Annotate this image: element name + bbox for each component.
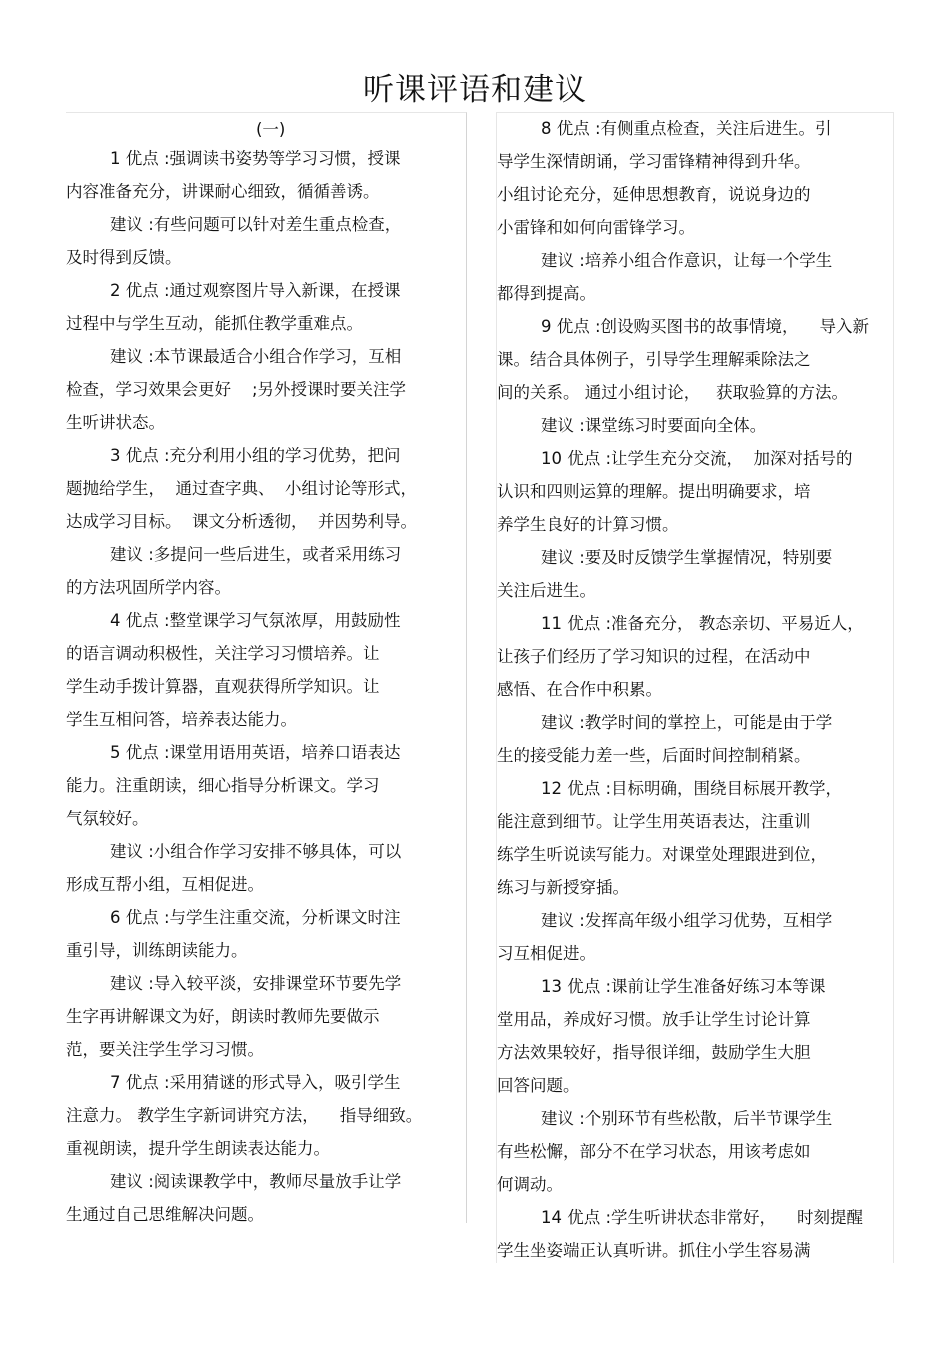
text-line: 练习与新授穿插。 xyxy=(497,878,629,897)
right-column xyxy=(496,112,894,1263)
text-line: 建议 :阅读课教学中，教师尽量放手让学 xyxy=(110,1172,402,1191)
section-label: (一) xyxy=(256,120,286,139)
text-line: 的方法巩固所学内容。 xyxy=(66,578,231,597)
text-line: 检查，学习效果会更好 ;另外授课时要关注学 xyxy=(66,380,407,399)
text-line: 能注意到细节。让学生用英语表达，注重训 xyxy=(497,812,811,831)
text-line: 建议 :小组合作学习安排不够具体，可以 xyxy=(110,842,402,861)
text-line: 的语言调动积极性，关注学习习惯培养。让 xyxy=(66,644,380,663)
text-line: 建议 :多提问一些后进生，或者采用练习 xyxy=(110,545,402,564)
text-line: 11 优点 :准备充分， 教态亲切、平易近人， xyxy=(541,614,864,633)
text-line: 学生坐姿端正认真听讲。抓住小学生容易满 xyxy=(497,1241,811,1260)
text-line: 1 优点 :强调读书姿势等学习习惯，授课 xyxy=(110,149,401,168)
text-line: 建议 :要及时反馈学生掌握情况，特别要 xyxy=(541,548,833,567)
text-line: 间的关系。 通过小组讨论， 获取验算的方法。 xyxy=(497,383,848,402)
text-line: 导学生深情朗诵，学习雷锋精神得到升华。 xyxy=(497,152,811,171)
text-line: 达成学习目标。 课文分析透彻， 并因势利导。 xyxy=(66,512,417,531)
text-line: 小雷锋和如何向雷锋学习。 xyxy=(497,218,695,237)
text-line: 13 优点 :课前让学生准备好练习本等课 xyxy=(541,977,826,996)
text-line: 形成互帮小组，互相促进。 xyxy=(66,875,264,894)
text-line: 小组讨论充分，延伸思想教育，说说身边的 xyxy=(497,185,811,204)
text-line: 3 优点 :充分利用小组的学习优势，把问 xyxy=(110,446,401,465)
text-line: 养学生良好的计算习惯。 xyxy=(497,515,679,534)
text-line: 都得到提高。 xyxy=(497,284,596,303)
text-line: 能力。注重朗读，细心指导分析课文。学习 xyxy=(66,776,380,795)
text-line: 重引导，训练朗读能力。 xyxy=(66,941,248,960)
text-line: 何调动。 xyxy=(497,1175,563,1194)
left-column xyxy=(66,112,467,1223)
text-line: 10 优点 :让学生充分交流， 加深对括号的 xyxy=(541,449,853,468)
text-line: 习互相促进。 xyxy=(497,944,596,963)
text-line: 注意力。 教学生字新词讲究方法， 指导细致。 xyxy=(66,1106,423,1125)
text-line: 学生互相问答，培养表达能力。 xyxy=(66,710,297,729)
text-line: 题抛给学生， 通过查字典、 小组讨论等形式， xyxy=(66,479,417,498)
text-line: 9 优点 :创设购买图书的故事情境， 导入新 xyxy=(541,317,870,336)
page-title: 听课评语和建议 xyxy=(363,72,587,108)
text-line: 生通过自己思维解决问题。 xyxy=(66,1205,264,1224)
text-line: 12 优点 :目标明确，围绕目标展开教学， xyxy=(541,779,843,798)
text-line: 让孩子们经历了学习知识的过程，在活动中 xyxy=(497,647,811,666)
text-line: 建议 :教学时间的掌控上，可能是由于学 xyxy=(541,713,833,732)
text-line: 生听讲状态。 xyxy=(66,413,165,432)
text-line: 5 优点 :课堂用语用英语，培养口语表达 xyxy=(110,743,401,762)
text-line: 建议 :导入较平淡，安排课堂环节要先学 xyxy=(110,974,402,993)
text-line: 4 优点 :整堂课学习气氛浓厚，用鼓励性 xyxy=(110,611,401,630)
text-line: 认识和四则运算的理解。提出明确要求，培 xyxy=(497,482,811,501)
text-line: 生的接受能力差一些，后面时间控制稍紧。 xyxy=(497,746,811,765)
text-line: 感悟、在合作中积累。 xyxy=(497,680,662,699)
text-line: 14 优点 :学生听讲状态非常好， 时刻提醒 xyxy=(541,1208,864,1227)
text-line: 建议 :有些问题可以针对差生重点检查， xyxy=(110,215,402,234)
text-line: 关注后进生。 xyxy=(497,581,596,600)
text-line: 气氛较好。 xyxy=(66,809,149,828)
text-line: 学生动手拨计算器，直观获得所学知识。让 xyxy=(66,677,380,696)
text-line: 课。结合具体例子，引导学生理解乘除法之 xyxy=(497,350,811,369)
text-line: 范，要关注学生学习习惯。 xyxy=(66,1040,264,1059)
text-line: 建议 :课堂练习时要面向全体。 xyxy=(541,416,767,435)
text-line: 练学生听说读写能力。对课堂处理跟进到位， xyxy=(497,845,827,864)
text-line: 7 优点 :采用猜谜的形式导入，吸引学生 xyxy=(110,1073,401,1092)
text-line: 过程中与学生互动，能抓住教学重难点。 xyxy=(66,314,363,333)
text-line: 有些松懈，部分不在学习状态，用该考虑如 xyxy=(497,1142,811,1161)
text-line: 建议 :发挥高年级小组学习优势，互相学 xyxy=(541,911,833,930)
text-line: 重视朗读，提升学生朗读表达能力。 xyxy=(66,1139,330,1158)
text-line: 回答问题。 xyxy=(497,1076,580,1095)
text-line: 6 优点 :与学生注重交流，分析课文时注 xyxy=(110,908,401,927)
text-line: 建议 :培养小组合作意识，让每一个学生 xyxy=(541,251,833,270)
text-line: 2 优点 :通过观察图片导入新课，在授课 xyxy=(110,281,401,300)
text-line: 方法效果较好，指导很详细，鼓励学生大胆 xyxy=(497,1043,811,1062)
text-line: 及时得到反馈。 xyxy=(66,248,182,267)
text-line: 内容准备充分，讲课耐心细致，循循善诱。 xyxy=(66,182,380,201)
text-line: 8 优点 :有侧重点检查，关注后进生。引 xyxy=(541,119,832,138)
text-line: 堂用品，养成好习惯。放手让学生讨论计算 xyxy=(497,1010,811,1029)
text-line: 建议 :个别环节有些松散，后半节课学生 xyxy=(541,1109,833,1128)
text-line: 建议 :本节课最适合小组合作学习，互相 xyxy=(110,347,402,366)
text-line: 生字再讲解课文为好，朗读时教师先要做示 xyxy=(66,1007,380,1026)
